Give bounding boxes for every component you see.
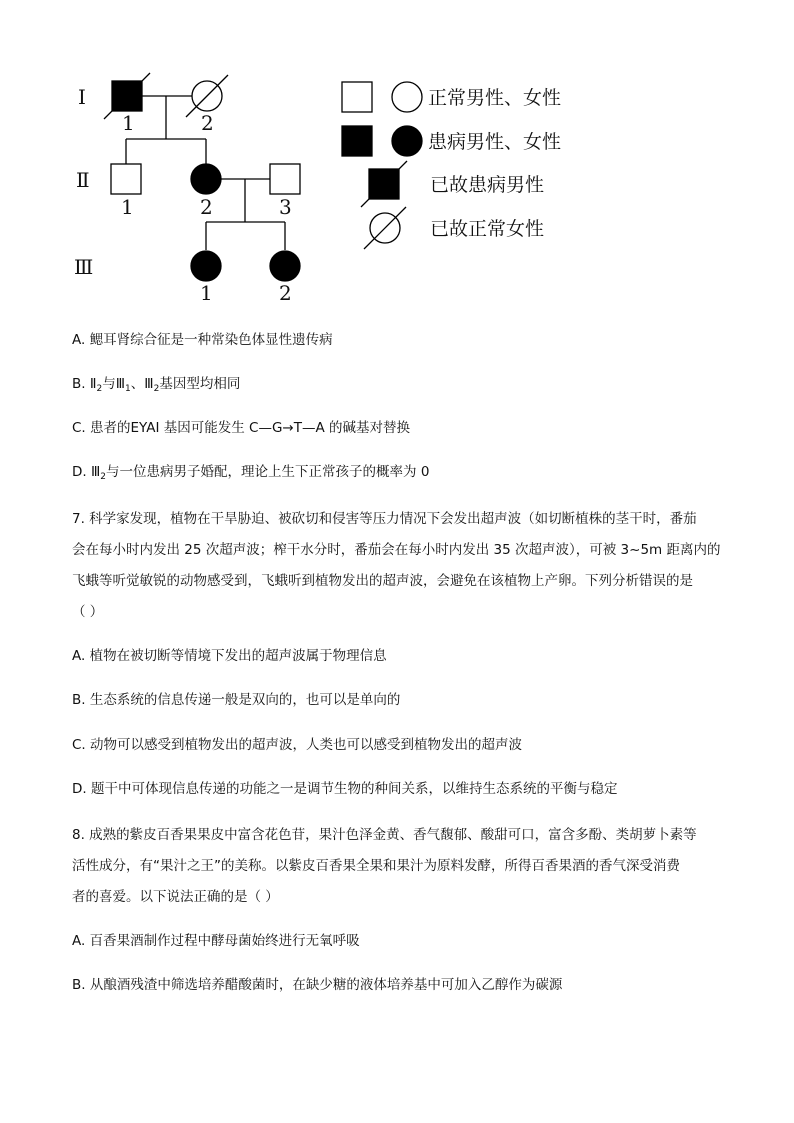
II-1-number: 1 <box>121 195 134 219</box>
II-3-normal-male <box>270 164 300 194</box>
III-2-affected-female <box>270 251 300 281</box>
q8-option-b: B. 从酿酒残渣中筛选培养醋酸菌时，在缺少糖的液体培养基中可加入乙醇作为碳源 <box>72 977 563 993</box>
q6-option-c: C. 患者的EYAI 基因可能发生 C—G→T—A 的碱基对替换 <box>72 420 411 436</box>
legend-label-deceased-normal-female: 已故正常女性 <box>430 218 545 240</box>
III-2-number: 2 <box>279 281 292 305</box>
q7-option-d: D. 题干中可体现信息传递的功能之一是调节生物的种间关系，以维持生态系统的平衡与稳定 <box>72 781 618 797</box>
II-2-number: 2 <box>200 195 213 219</box>
q8-stem: 8. 成熟的紫皮百香果果皮中富含花色苷，果汁色泽金黄、香气馥郁、酸甜可口，富含多酚、类胡萝卜素等 活性成分，有“果汁之王”的美称。以紫皮百香果全果和果汁为原料发酵，所得百香果酒的香气深受消费 者的喜爱。以下说法正确的是（ ） <box>72 827 697 905</box>
legend-normal-female-icon <box>392 82 422 112</box>
pedigree-chart <box>0 0 794 310</box>
II-3-number: 3 <box>279 195 292 219</box>
q6-option-b: B. $Ⅱ_2$与$Ⅲ_1$、$Ⅲ_2$基因型均相同 <box>72 376 241 394</box>
q8-option-a: A. 百香果酒制作过程中酵母菌始终进行无氧呼吸 <box>72 933 360 949</box>
II-2-affected-female <box>191 164 221 194</box>
q7-option-c: C. 动物可以感受到植物发出的超声波，人类也可以感受到植物发出的超声波 <box>72 737 523 753</box>
q6-option-d: D. $Ⅲ_2$与一位患病男子婚配，理论上生下正常孩子的概率为 0 <box>72 464 430 482</box>
generation-I-label: Ⅰ <box>78 85 86 109</box>
legend-normal-male-icon <box>342 82 372 112</box>
legend-label-normal: 正常男性、女性 <box>428 87 562 109</box>
III-1-affected-female <box>191 251 221 281</box>
legend-affected-female-icon <box>392 126 422 156</box>
I-1-number: 1 <box>122 111 135 135</box>
legend-label-affected: 患病男性、女性 <box>428 131 562 153</box>
q6-option-a: A. 鳃耳肾综合征是一种常染色体显性遗传病 <box>72 332 333 348</box>
q7-stem: 7. 科学家发现，植物在干旱胁迫、被砍切和侵害等压力情况下会发出超声波（如切断植株的茎干时，番茄 会在每小时内发出 25 次超声波；榨干水分时，番茄会在每小时内发出 35 次超声波），可被 3~5m 距离内的 飞蛾等听觉敏锐的动物感受到，飞蛾听到植物发出的超声波，会避免在该植物上产卵。下列分析错误的是 （ ） <box>72 511 721 620</box>
q7-option-b: B. 生态系统的信息传递一般是双向的，也可以是单向的 <box>72 692 401 708</box>
generation-II-label: Ⅱ <box>76 168 90 192</box>
legend-label-deceased-affected-male: 已故患病男性 <box>430 174 545 196</box>
q7-option-a: A. 植物在被切断等情境下发出的超声波属于物理信息 <box>72 648 387 664</box>
III-1-number: 1 <box>200 281 213 305</box>
II-1-normal-male <box>111 164 141 194</box>
legend-affected-male-icon <box>342 126 372 156</box>
I-2-number: 2 <box>201 111 214 135</box>
generation-III-label: Ⅲ <box>74 255 94 279</box>
